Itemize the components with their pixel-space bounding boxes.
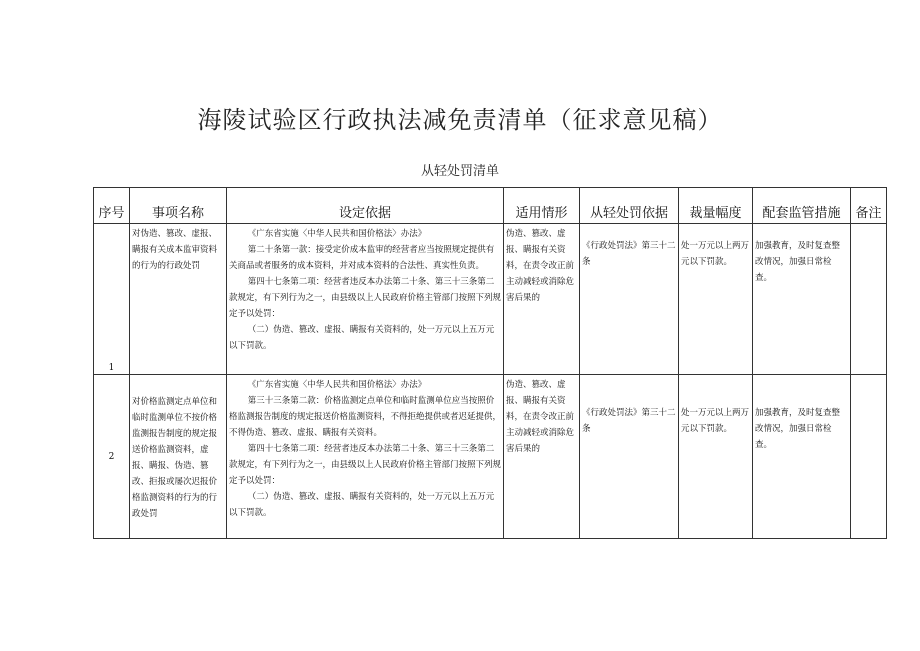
row-number: 1 (94, 224, 130, 375)
table-header-row (94, 188, 887, 224)
item-name: 对伪造、篡改、虚报、瞒报有关成本监审资料的行为的行政处罚 (132, 229, 218, 271)
header-no: 序号 (94, 188, 130, 224)
item-name-cell (130, 224, 227, 375)
item-name-cell (130, 375, 227, 539)
range-cell (679, 224, 753, 375)
basis-paragraph: （二）伪造、篡改、虚报、瞒报有关资料的，处一万元以上五万元以下罚款。 (229, 492, 495, 518)
measures-cell (753, 224, 851, 375)
scenario-text: 伪造、篡改、虚报、瞒报有关资料，在责令改正前主动减轻或消除危害后果的 (506, 229, 575, 303)
item-name: 对价格监测定点单位和临时监测单位不按价格监测报告制度的规定报送价格监测资料，虚报、瞒报、伪造、篡改、拒报或屡次迟报价格监测资料的行为的行政处罚 (132, 396, 218, 519)
basis-title: 《广东省实施〈中华人民共和国价格法〉办法》 (247, 229, 427, 239)
measures-text: 加强教育，及时复查整改情况，加强日常检查。 (755, 408, 841, 450)
legal-basis-cell (227, 375, 504, 539)
scenario-cell (504, 224, 580, 375)
basis-paragraph: 第二十条第一款：接受定价成本监审的经营者应当按照规定提供有关商品或者服务的成本资料，并对成本资料的合法性、真实性负责。 (229, 245, 495, 271)
header-legal-basis: 设定依据 (227, 188, 504, 224)
table-row (94, 375, 887, 539)
lenient-basis-cell (580, 224, 679, 375)
measures-cell (753, 375, 851, 539)
lenient-basis-cell (580, 375, 679, 539)
document-title: 海陵试验区行政执法减免责清单（征求意见稿） (197, 106, 723, 134)
range-text: 处一万元以上两万元以下罚款。 (681, 241, 750, 267)
header-remark: 备注 (851, 188, 887, 224)
basis-title: 《广东省实施〈中华人民共和国价格法〉办法》 (247, 380, 427, 390)
header-item-name: 事项名称 (130, 188, 227, 224)
header-measures: 配套监管措施 (753, 188, 851, 224)
header-lenient-basis: 从轻处罚依据 (580, 188, 679, 224)
basis-paragraph: 第四十七条第二项：经营者违反本办法第二十条、第三十三条第二款规定，有下列行为之一，由县级以上人民政府价格主管部门按照下列规定予以处罚： (229, 277, 502, 319)
row-number: 2 (94, 375, 130, 539)
document-subtitle: 从轻处罚清单 (420, 164, 499, 179)
basis-paragraph: 第四十七条第二项：经营者违反本办法第二十条、第三十三条第二款规定，有下列行为之一，由县级以上人民政府价格主管部门按照下列规定予以处罚： (229, 444, 502, 486)
lenient-basis-text: 《行政处罚法》第三十二条 (582, 408, 676, 434)
basis-paragraph: （二）伪造、篡改、虚报、瞒报有关资料的，处一万元以上五万元以下罚款。 (229, 325, 495, 351)
legal-basis-cell (227, 224, 504, 375)
remark-cell (851, 224, 887, 375)
header-scenario: 适用情形 (504, 188, 580, 224)
table-row (94, 224, 887, 375)
range-text: 处一万元以上两万元以下罚款。 (681, 408, 750, 434)
scenario-text: 伪造、篡改、虚报、瞒报有关资料，在责令改正前主动减轻或消除危害后果的 (506, 380, 575, 454)
lenient-penalty-table (93, 187, 887, 539)
measures-text: 加强教育，及时复查整改情况，加强日常检查。 (755, 241, 841, 283)
basis-paragraph: 第三十三条第二款：价格监测定点单位和临时监测单位应当按照价格监测报告制度的规定报送价格监测资料，不得拒绝提供或者迟延提供，不得伪造、篡改、虚报、瞒报有关资料。 (229, 396, 502, 438)
lenient-basis-text: 《行政处罚法》第三十二条 (582, 241, 676, 267)
scenario-cell (504, 375, 580, 539)
remark-cell (851, 375, 887, 539)
range-cell (679, 375, 753, 539)
header-range: 裁量幅度 (679, 188, 753, 224)
